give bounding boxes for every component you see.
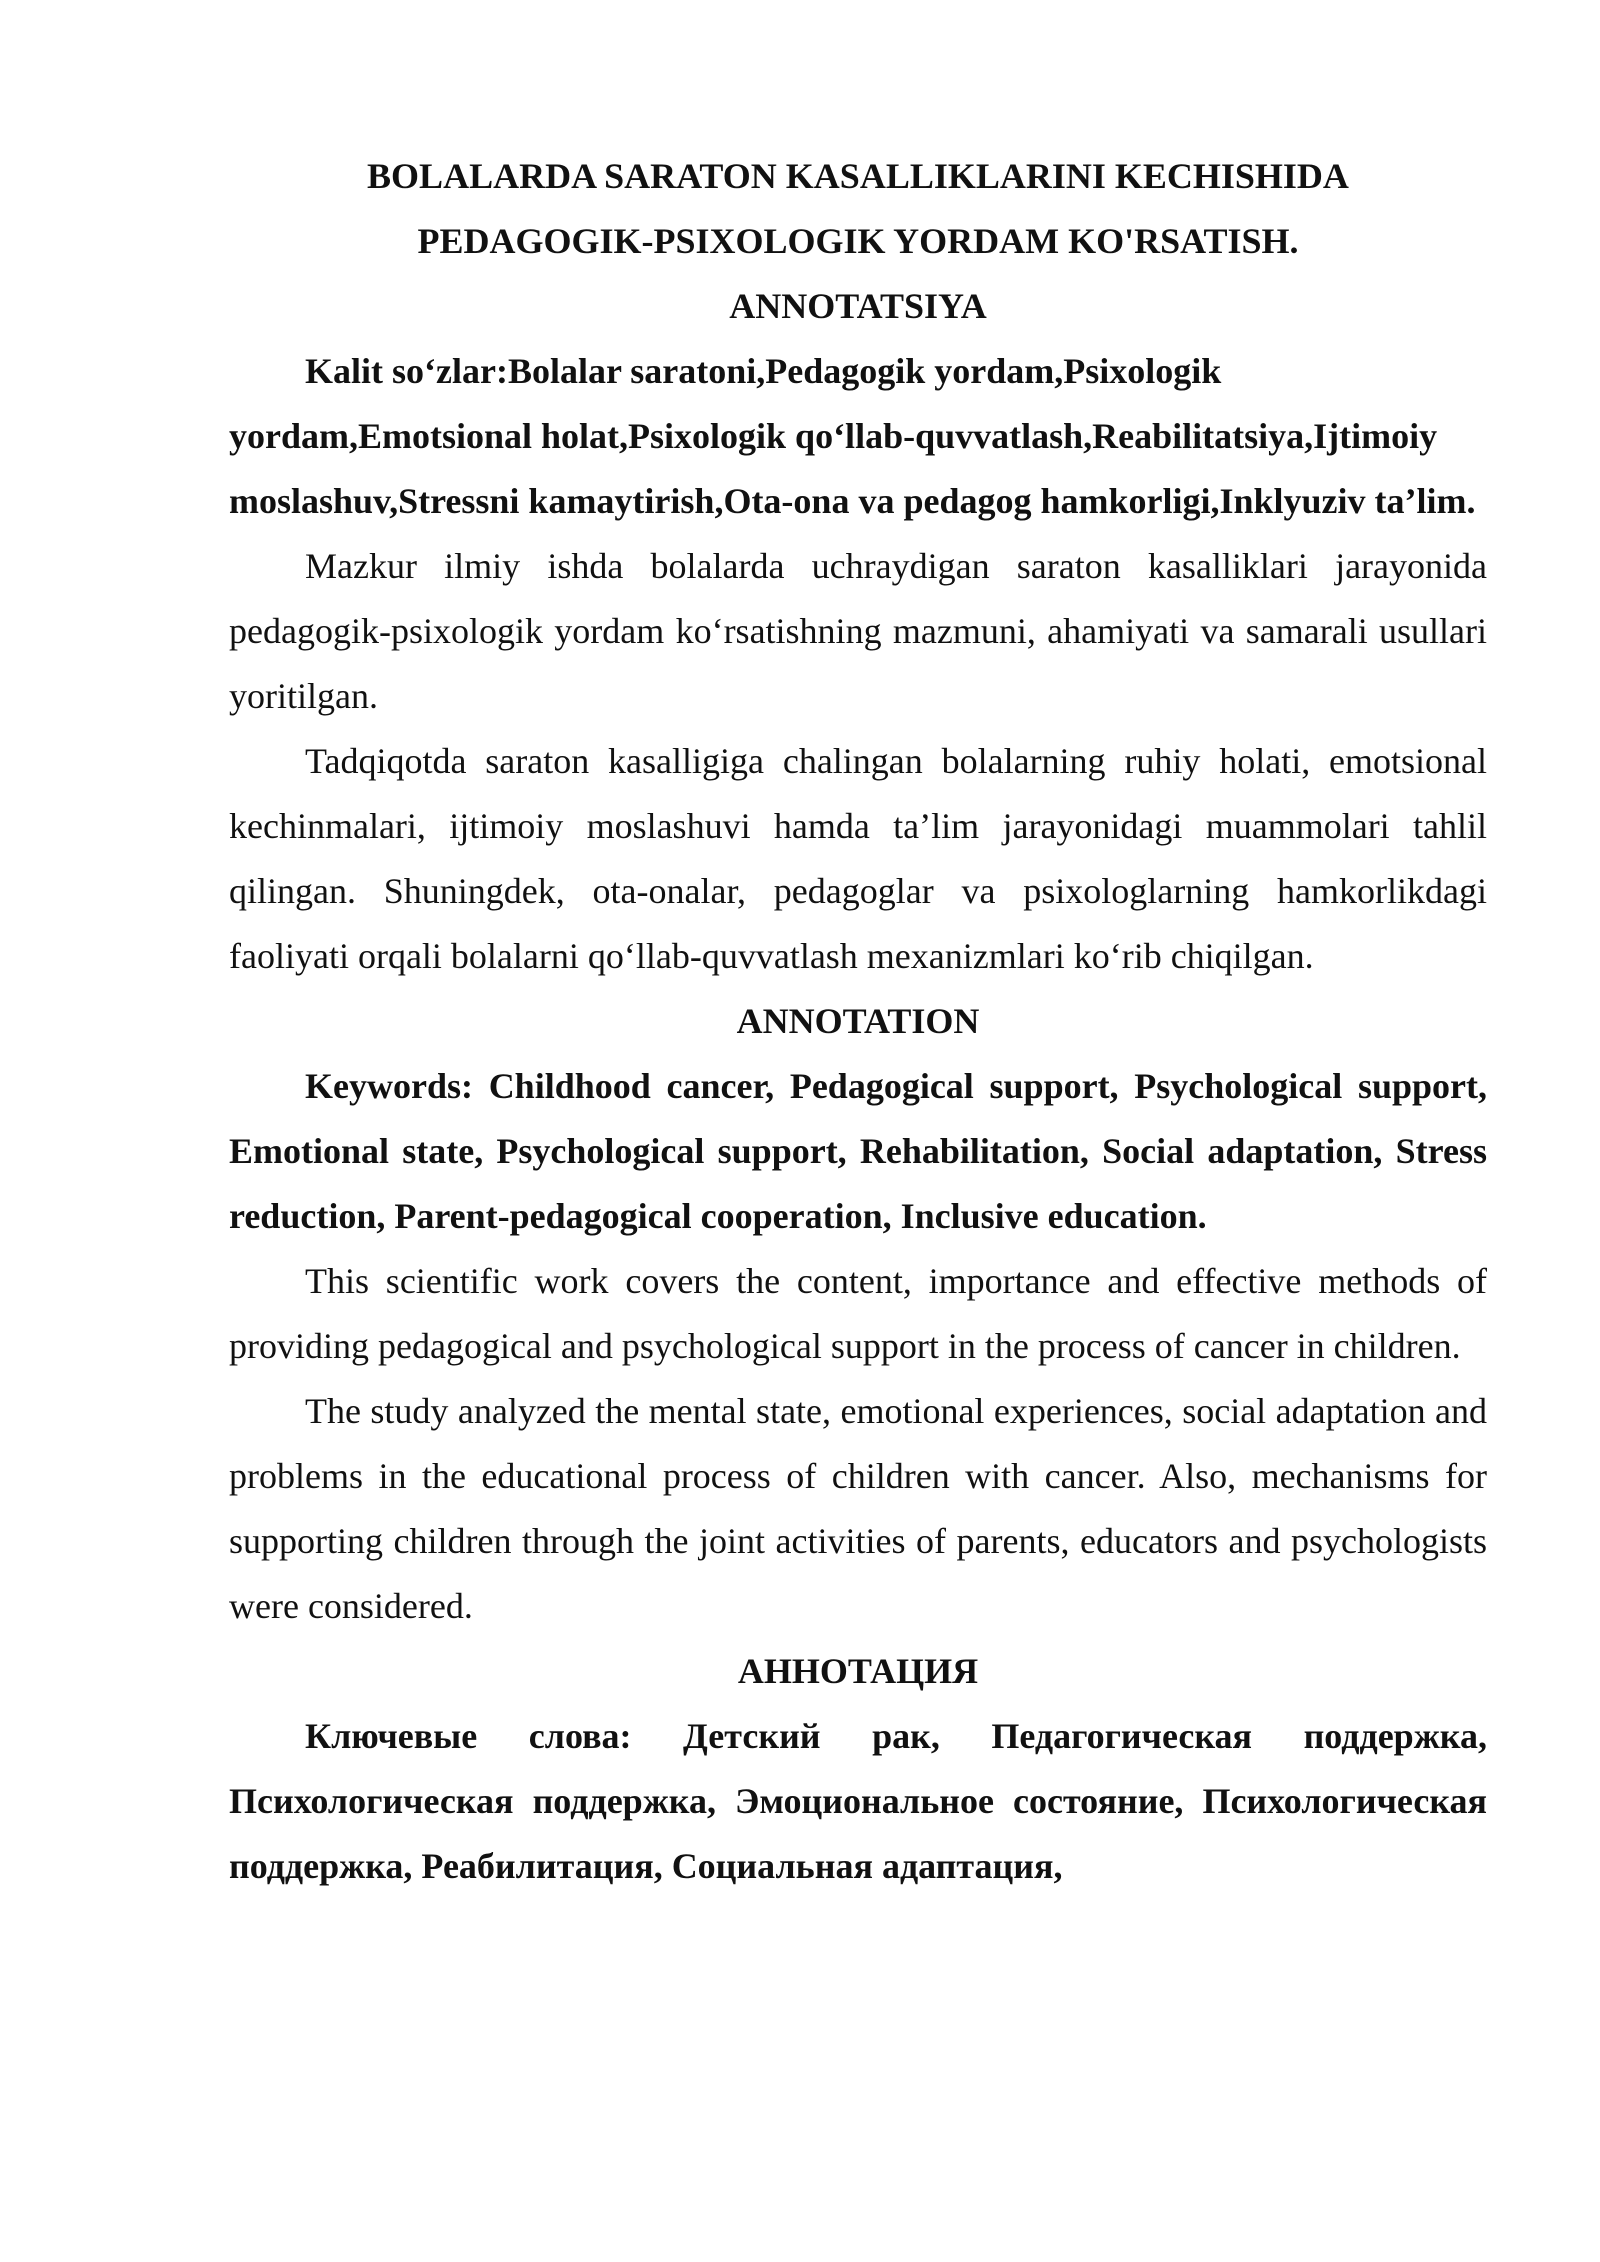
ru-keywords: Ключевые слова: Детский рак, Педагогическая поддержка, Психологическая поддержка, Эмоциональное состояние, Психологическая поддержка, Реабилитация, Социальная адаптация, — [229, 1716, 1487, 1886]
document-page — [229, 144, 1487, 1899]
en-annotation-heading: ANNOTATION — [736, 1001, 980, 1041]
ru-annotation-heading: АННОТАЦИЯ — [737, 1651, 979, 1691]
en-paragraph-1: This scientific work covers the content, importance and effective methods of providing pedagogical and psychological support in the process of cancer in children. — [229, 1261, 1487, 1366]
document-title-line-2: PEDAGOGIK-PSIXOLOGIK YORDAM KO'RSATISH. — [417, 221, 1299, 261]
en-paragraph-2: The study analyzed the mental state, emotional experiences, social adaptation and problems in the educational process of children with cancer. Also, mechanisms for supporting children through the joint activities of parents, educators and psychologists were considered. — [229, 1391, 1487, 1626]
uz-keywords: Kalit so‘zlar:Bolalar saratoni,Pedagogik yordam,Psixologik yordam,Emotsional holat,Psixologik qo‘llab-quvvatlash,Reabilitatsiya,Ijtimoiy moslashuv,Stressni kamaytirish,Ota-ona va pedagog hamkorligi,Inklyuziv ta’lim. — [229, 351, 1476, 521]
uz-annotation-heading: ANNOTATSIYA — [729, 286, 987, 326]
document-title-line-1: BOLALARDA SARATON KASALLIKLARINI KECHISHIDA — [367, 156, 1349, 196]
uz-paragraph-1: Mazkur ilmiy ishda bolalarda uchraydigan saraton kasalliklari jarayonida pedagogik-psixologik yordam ko‘rsatishning mazmuni, ahamiyati va samarali usullari yoritilgan. — [229, 546, 1487, 716]
en-keywords: Keywords: Childhood cancer, Pedagogical support, Psychological support, Emotional state, Psychological support, Rehabilitation, Social adaptation, Stress reduction, Parent-pedagogical cooperation, Inclusive education. — [229, 1066, 1487, 1236]
uz-paragraph-2: Tadqiqotda saraton kasalligiga chalingan bolalarning ruhiy holati, emotsional kechinmalari, ijtimoiy moslashuvi hamda ta’lim jarayonidagi muammolari tahlil qilingan. Shuningdek, ota-onalar, pedagoglar va psixologlarning hamkorlikdagi faoliyati orqali bolalarni qo‘llab-quvvatlash mexanizmlari ko‘rib chiqilgan. — [229, 741, 1487, 976]
